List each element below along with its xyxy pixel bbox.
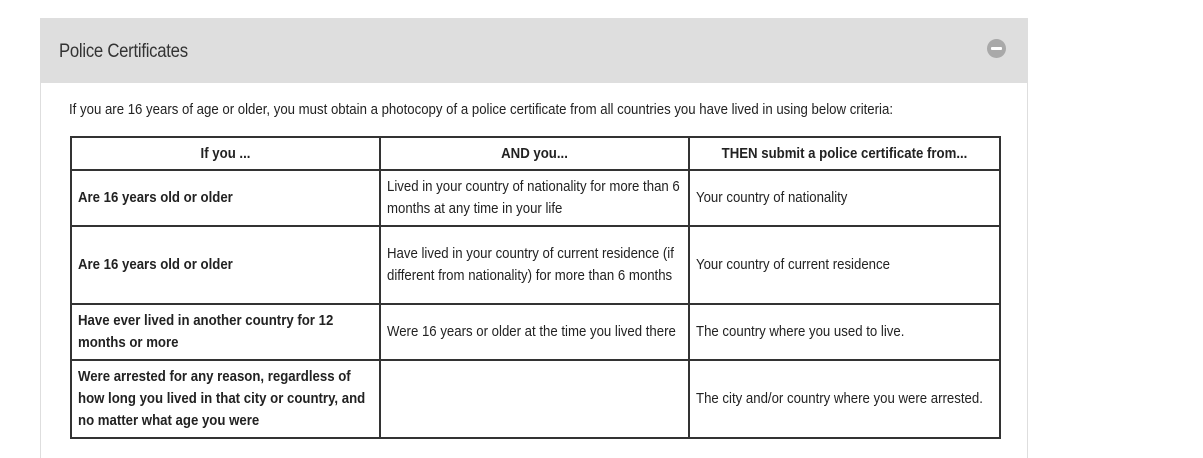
header-then: THEN submit a police certificate from...: [689, 137, 1000, 170]
cell-then: Your country of current residence: [689, 226, 1000, 304]
cell-and: Lived in your country of nationality for more than 6 months at any time in your life: [380, 170, 689, 226]
cell-and: Have lived in your country of current residence (if different from nationality) for more than 6 months: [380, 226, 689, 304]
panel-header[interactable]: [41, 19, 1027, 83]
cell-then: The city and/or country where you were arrested.: [689, 360, 1000, 438]
table-header-row: [71, 137, 1000, 170]
cell-if: Are 16 years old or older: [71, 170, 380, 226]
table-row: [71, 360, 1000, 438]
header-and: AND you...: [380, 137, 689, 170]
cell-then: The country where you used to live.: [689, 304, 1000, 360]
cell-if: Have ever lived in another country for 12 months or more: [71, 304, 380, 360]
cell-and: [380, 360, 689, 438]
minus-circle-icon[interactable]: [987, 39, 1006, 58]
intro-text: If you are 16 years of age or older, you must obtain a photocopy of a police certificate from all countries you have lived in using below criteria:: [69, 101, 893, 118]
table-row: [71, 304, 1000, 360]
header-if: If you ...: [71, 137, 380, 170]
cell-then: Your country of nationality: [689, 170, 1000, 226]
table-row: [71, 170, 1000, 226]
panel-title: Police Certificates: [59, 41, 188, 62]
cell-if: Were arrested for any reason, regardless of how long you lived in that city or country, and no matter what age you were: [71, 360, 380, 438]
cell-if: Are 16 years old or older: [71, 226, 380, 304]
cell-and: Were 16 years or older at the time you lived there: [380, 304, 689, 360]
table-row: [71, 226, 1000, 304]
police-certificates-panel: [40, 18, 1028, 458]
criteria-table: [70, 136, 1001, 439]
